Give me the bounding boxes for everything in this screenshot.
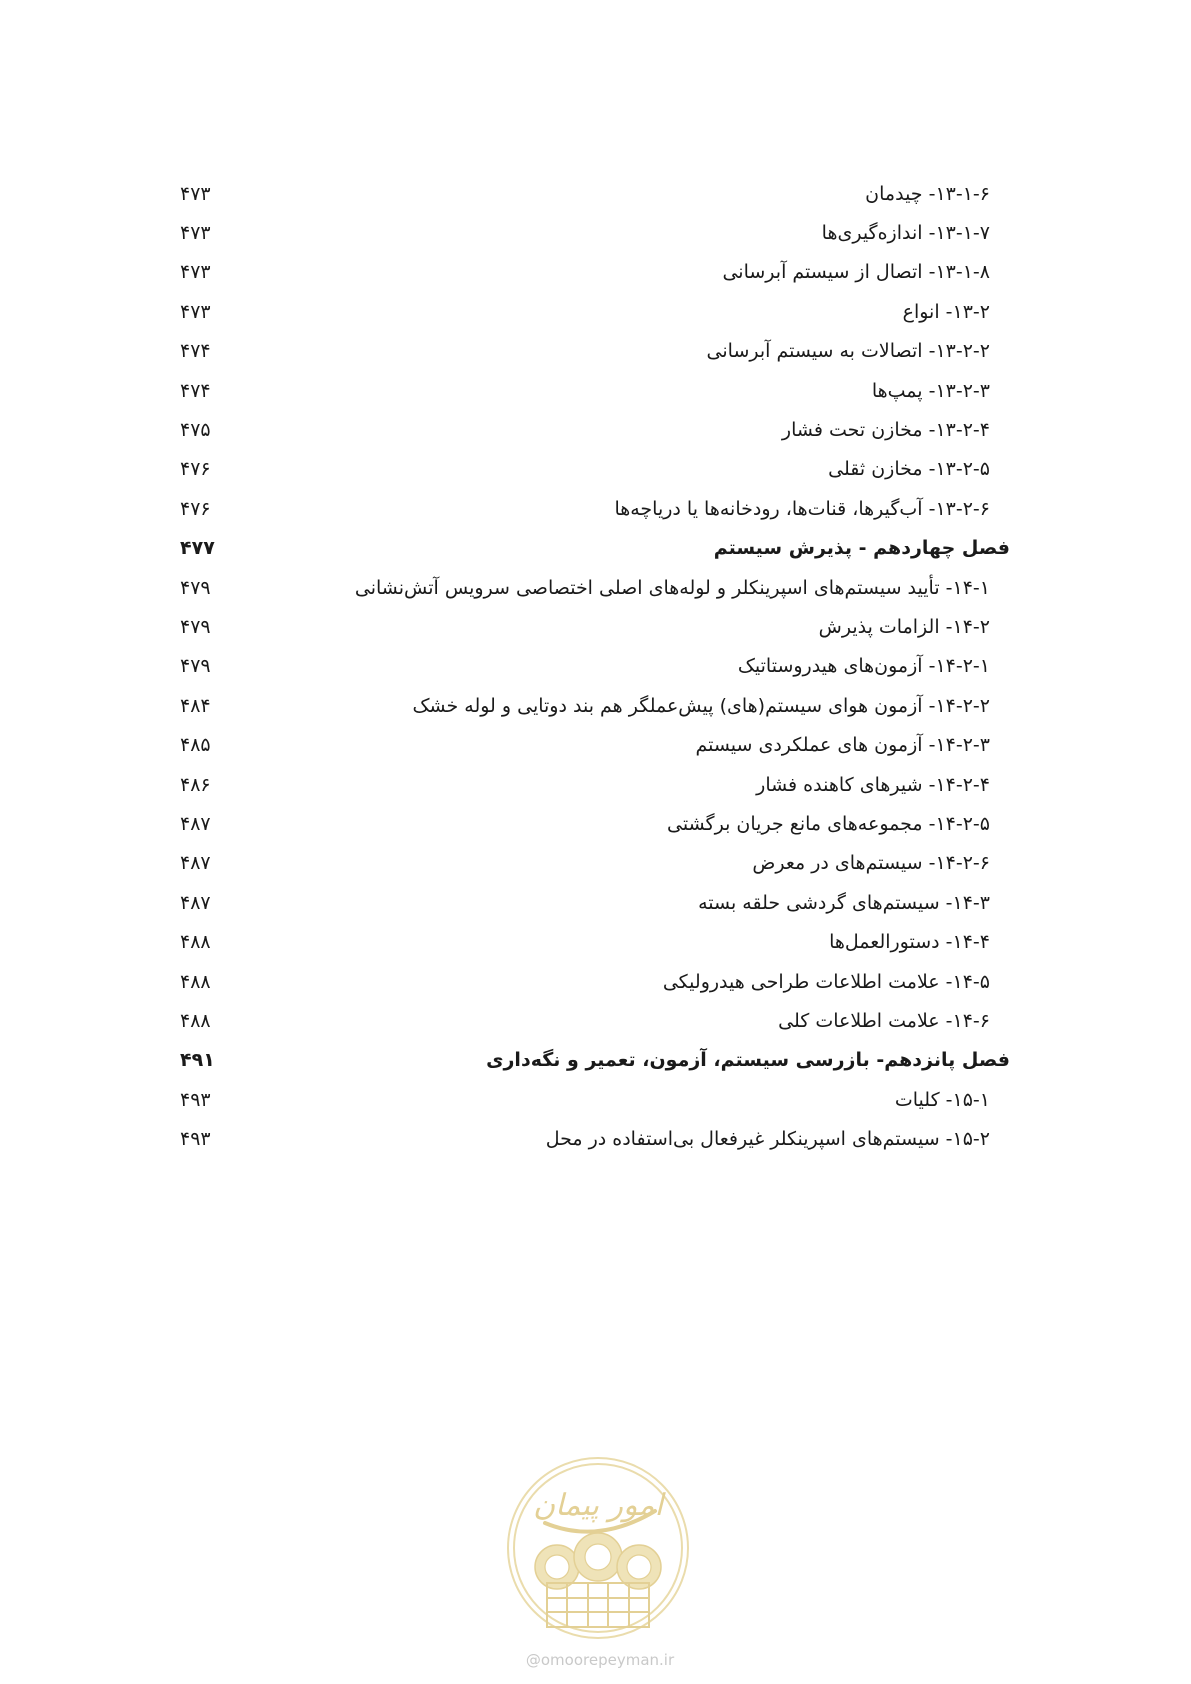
toc-title: ۱۳-۲-۶- آب‌گیرها، قنات‌ها، رودخانه‌ها یا دریاچه‌ها: [614, 497, 990, 520]
toc-page-number: ۴۸۷: [180, 852, 211, 875]
toc-row: [180, 292, 1010, 331]
toc-title: ۱۴-۲-۳- آزمون های عملکردی سیستم: [695, 734, 990, 757]
toc-page-number: ۴۹۳: [180, 1088, 211, 1111]
toc-page-number: ۴۷۳: [180, 261, 211, 284]
toc-title: ۱۳-۲-۴- مخازن تحت فشار: [781, 419, 990, 442]
toc-page-number: ۴۸۷: [180, 812, 211, 835]
toc-page-number: ۴۹۳: [180, 1128, 211, 1151]
toc-row: [180, 410, 1010, 449]
toc-title: ۱۳-۱-۸- اتصال از سیستم آبرسانی: [722, 261, 990, 284]
toc-row: [180, 883, 1010, 922]
toc-title: ۱۴-۲-۵- مجموعه‌های مانع جریان برگشتی: [667, 812, 990, 835]
omoorepeyman-seal-icon: [505, 1455, 691, 1641]
toc-row: [180, 1001, 1010, 1040]
toc-row: [180, 253, 1010, 292]
toc-page-number: ۴۷۳: [180, 300, 211, 323]
toc-title: ۱۴-۲- الزامات پذیرش: [818, 615, 990, 638]
toc-title: ۱۵-۲- سیستم‌های اسپرینکلر غیرفعال بی‌استفاده در محل: [545, 1128, 990, 1151]
toc-page-number: ۴۷۹: [180, 576, 211, 599]
toc-page-number: ۴۷۹: [180, 655, 211, 678]
toc-page-number: ۴۷۳: [180, 182, 211, 205]
toc-row: [180, 1080, 1010, 1119]
toc-row: [180, 371, 1010, 410]
toc-row: [180, 844, 1010, 883]
toc-row: [180, 568, 1010, 607]
toc-row: [180, 804, 1010, 843]
table-of-contents: [180, 174, 1010, 1159]
toc-title: ۱۳-۲- انواع: [902, 300, 990, 323]
toc-title: ۱۳-۲-۵- مخازن ثقلی: [828, 458, 990, 481]
toc-page-number: ۴۷۴: [180, 379, 211, 402]
toc-page-number: ۴۷۴: [180, 340, 211, 363]
toc-row: [180, 332, 1010, 371]
toc-row: [180, 607, 1010, 646]
toc-title: ۱۴-۲-۶- سیستم‌های در معرض: [752, 852, 990, 875]
toc-title: ۱۴-۲-۲- آزمون هوای سیستم(های) پیش‌عملگر هم بند دوتایی و لوله خشک: [412, 694, 990, 717]
toc-title: ۱۳-۱-۷- اندازه‌گیری‌ها: [821, 222, 990, 245]
toc-row: [180, 1119, 1010, 1158]
toc-page-number: ۴۸۸: [180, 1009, 211, 1032]
toc-title: ۱۴-۱- تأیید سیستم‌های اسپرینکلر و لوله‌های اصلی اختصاصی سرویس آتش‌نشانی: [354, 576, 990, 599]
toc-title: ۱۴-۲-۱- آزمون‌های هیدروستاتیک: [737, 655, 990, 678]
toc-title: ۱۴-۶- علامت اطلاعات کلی: [778, 1009, 990, 1032]
toc-page-number: ۴۷۵: [180, 419, 211, 442]
toc-page-number: ۴۸۷: [180, 891, 211, 914]
toc-title: ۱۳-۱-۶- چیدمان: [865, 182, 990, 205]
toc-chapter-row: [180, 529, 1010, 568]
toc-title: ۱۴-۳- سیستم‌های گردشی حلقه بسته: [698, 891, 990, 914]
toc-page-number: ۴۷۳: [180, 222, 211, 245]
toc-row: [180, 725, 1010, 764]
toc-page-number: ۴۹۱: [180, 1049, 215, 1072]
toc-row: [180, 962, 1010, 1001]
toc-title: ۱۳-۲-۳- پمپ‌ها: [871, 379, 990, 402]
toc-title: ۱۵-۱- کلیات: [894, 1088, 990, 1111]
toc-row: [180, 489, 1010, 528]
toc-chapter-row: [180, 1041, 1010, 1080]
toc-row: [180, 922, 1010, 961]
toc-title: ۱۴-۵- علامت اطلاعات طراحی هیدرولیکی: [662, 970, 990, 993]
toc-row: [180, 686, 1010, 725]
toc-title: ۱۳-۲-۲- اتصالات به سیستم آبرسانی: [706, 340, 990, 363]
toc-title: فصل چهاردهم - پذیرش سیستم: [713, 537, 1010, 560]
toc-row: [180, 450, 1010, 489]
toc-title: ۱۴-۲-۴- شیرهای کاهنده فشار: [756, 773, 990, 796]
svg-text:امور پیمان: امور پیمان: [533, 1488, 663, 1523]
website-watermark: @omoorepeyman.ir: [525, 1651, 675, 1669]
toc-title: ۱۴-۴- دستورالعمل‌ها: [829, 931, 990, 954]
toc-row: [180, 174, 1010, 213]
toc-page-number: ۴۸۸: [180, 970, 211, 993]
toc-page-number: ۴۸۸: [180, 931, 211, 954]
toc-page-number: ۴۸۵: [180, 734, 211, 757]
toc-row: [180, 213, 1010, 252]
toc-page-number: ۴۸۴: [180, 694, 211, 717]
toc-page-number: ۴۷۶: [180, 458, 211, 481]
toc-row: [180, 647, 1010, 686]
toc-page-number: ۴۸۶: [180, 773, 211, 796]
toc-row: [180, 765, 1010, 804]
toc-page-number: ۴۷۶: [180, 497, 211, 520]
toc-page-number: ۴۷۹: [180, 615, 211, 638]
toc-page-number: ۴۷۷: [180, 537, 215, 560]
toc-title: فصل پانزدهم- بازرسی سیستم، آزمون، تعمیر و نگه‌داری: [486, 1049, 1010, 1072]
